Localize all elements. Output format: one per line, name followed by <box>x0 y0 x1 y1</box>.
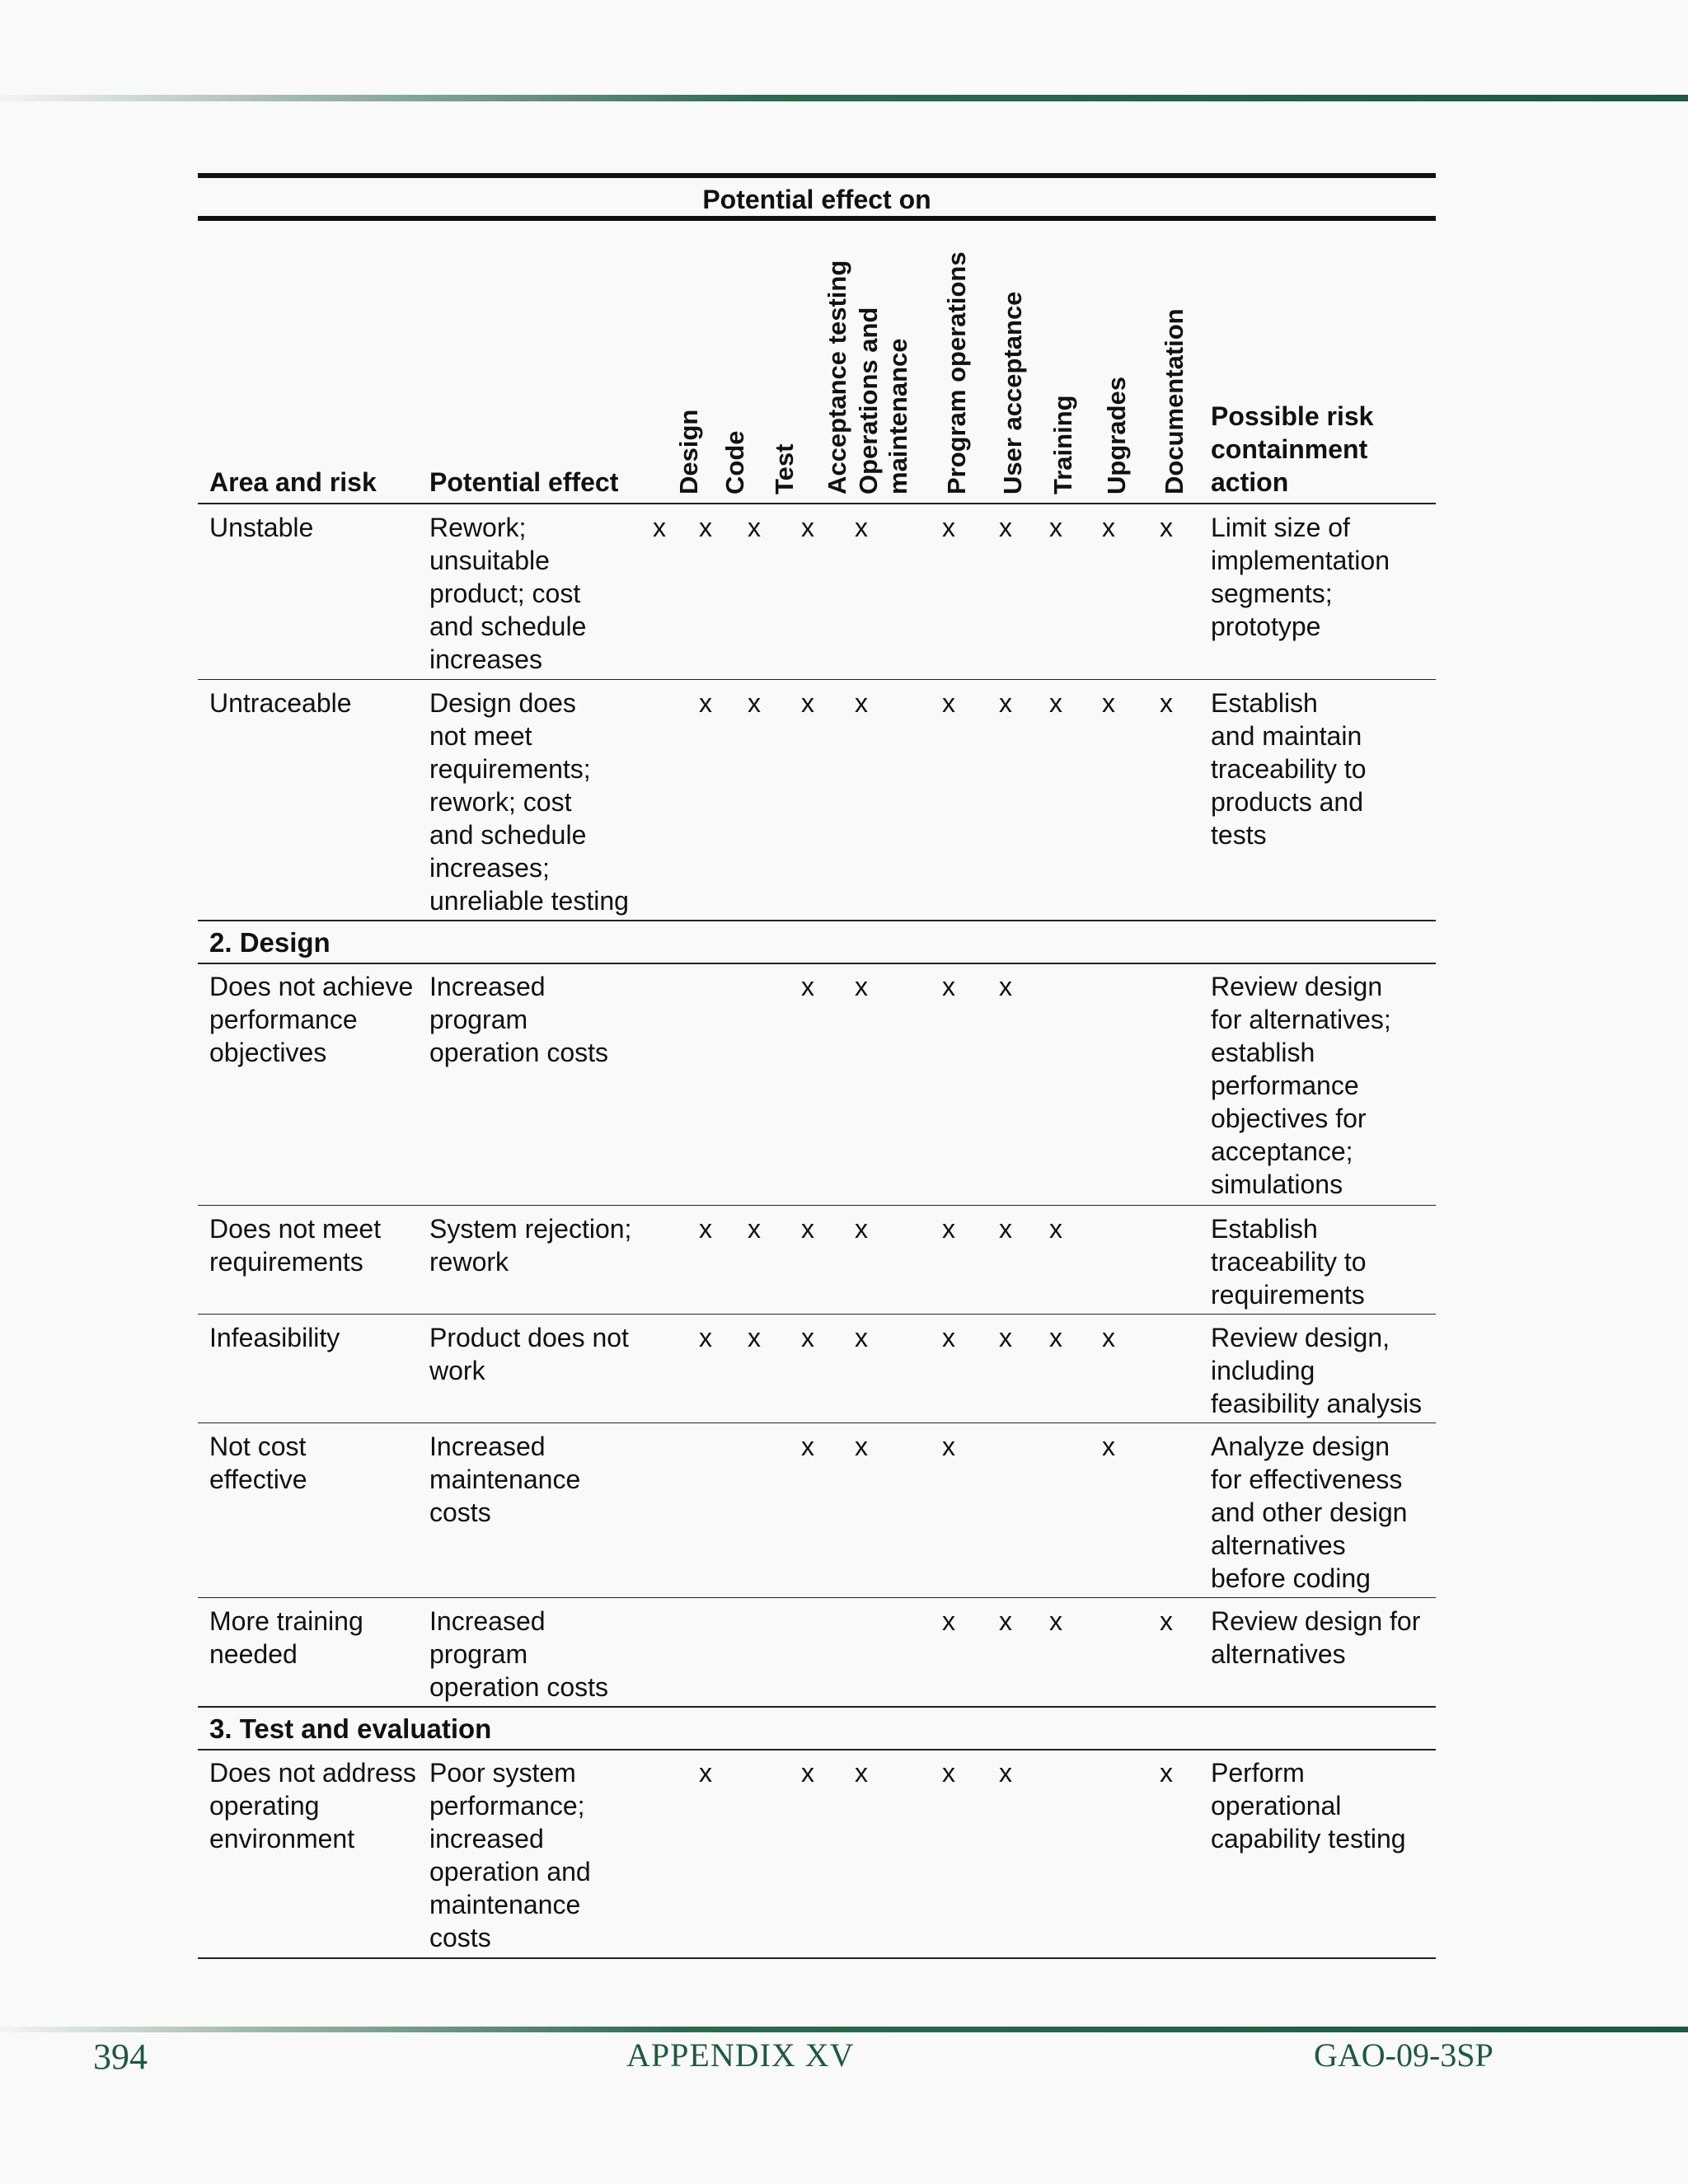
mark-user-acceptance: x <box>999 1323 1012 1352</box>
mark-code: x <box>699 1323 712 1352</box>
section-heading: 2. Design <box>209 927 331 958</box>
mark-test: x <box>748 1323 761 1352</box>
row-action: Perform operational capability testing <box>1211 1758 1406 1854</box>
footer-report-id: GAO-09-3SP <box>1314 2036 1493 2074</box>
col-header-code: Code <box>720 430 749 494</box>
mark-documentation: x <box>1160 688 1173 718</box>
mark-code: x <box>699 513 712 542</box>
table-bottom-rule <box>198 1957 1436 1959</box>
mark-code: x <box>699 1214 712 1244</box>
mark-user-acceptance: x <box>999 1758 1012 1788</box>
col-header-user-acceptance: User acceptance <box>998 291 1027 494</box>
row-area: Not cost effective <box>209 1432 307 1494</box>
mark-acceptance-testing: x <box>801 972 814 1001</box>
row-area: More training needed <box>209 1606 363 1669</box>
mark-upgrades: x <box>1102 513 1115 542</box>
mark-operations-maintenance: x <box>855 1323 868 1352</box>
row-effect: Increased program operation costs <box>429 1606 609 1702</box>
mark-acceptance-testing: x <box>801 1214 814 1244</box>
row-effect: Increased program operation costs <box>429 972 609 1067</box>
col-header-action: Possible risk containment action <box>1211 401 1374 497</box>
mark-test: x <box>748 513 761 542</box>
mark-training: x <box>1049 688 1062 718</box>
row-action: Review design, including feasibility analysis <box>1211 1323 1423 1418</box>
section-rule <box>198 963 1436 964</box>
mark-operations-maintenance: x <box>855 1214 868 1244</box>
mark-acceptance-testing: x <box>801 1758 814 1788</box>
footer-section: APPENDIX XV <box>626 2036 855 2074</box>
row-area: Untraceable <box>209 688 352 718</box>
col-header-operations-maintenance: Operations and maintenance <box>854 307 912 494</box>
col-header-test: Test <box>770 443 799 494</box>
row-divider <box>198 679 1436 680</box>
col-header-training: Training <box>1048 395 1077 494</box>
row-effect: Rework; unsuitable product; cost and schedule increases <box>429 513 587 674</box>
row-effect: Design does not meet requirements; rework; cost and schedule increases; unreliable testing <box>429 688 629 916</box>
col-header-area: Area and risk <box>209 467 377 497</box>
mark-training: x <box>1049 1214 1062 1244</box>
mark-user-acceptance: x <box>999 972 1012 1001</box>
section-heading: 3. Test and evaluation <box>209 1713 492 1744</box>
col-header-documentation: Documentation <box>1160 308 1189 494</box>
mark-upgrades: x <box>1102 1432 1115 1461</box>
section-rule <box>198 920 1436 921</box>
row-area: Unstable <box>209 513 314 542</box>
super-header: Potential effect on <box>702 185 931 214</box>
bottom-divider <box>0 2027 1688 2032</box>
mark-acceptance-testing: x <box>801 513 814 542</box>
mark-program-operations: x <box>942 1432 955 1461</box>
mark-upgrades: x <box>1102 1323 1115 1352</box>
row-divider <box>198 1314 1436 1315</box>
row-area: Does not meet requirements <box>209 1214 382 1277</box>
mark-code: x <box>699 688 712 718</box>
mark-acceptance-testing: x <box>801 1432 814 1461</box>
col-header-upgrades: Upgrades <box>1102 377 1131 494</box>
mark-program-operations: x <box>942 1606 955 1636</box>
mark-program-operations: x <box>942 688 955 718</box>
mark-training: x <box>1049 513 1062 542</box>
col-header-acceptance-testing: Acceptance testing <box>823 260 851 494</box>
row-action: Establish traceability to requirements <box>1211 1214 1367 1310</box>
row-action: Review design for alternatives; establish performance objectives for acceptance; simulations <box>1211 972 1391 1199</box>
mark-user-acceptance: x <box>999 1606 1012 1636</box>
row-divider <box>198 1422 1436 1423</box>
mark-test: x <box>748 1214 761 1244</box>
mark-user-acceptance: x <box>999 688 1012 718</box>
page-number: 394 <box>93 2036 148 2077</box>
row-area: Does not address operating environment <box>209 1758 416 1854</box>
mark-code: x <box>699 1758 712 1788</box>
row-divider <box>198 1597 1436 1598</box>
mark-operations-maintenance: x <box>855 1758 868 1788</box>
mark-program-operations: x <box>942 1214 955 1244</box>
top-divider <box>0 95 1688 101</box>
row-action: Review design for alternatives <box>1211 1606 1421 1669</box>
mark-operations-maintenance: x <box>855 1432 868 1461</box>
mark-user-acceptance: x <box>999 513 1012 542</box>
mark-documentation: x <box>1160 513 1173 542</box>
mark-acceptance-testing: x <box>801 688 814 718</box>
row-action: Analyze design for effectiveness and other design alternatives before coding <box>1211 1432 1408 1593</box>
mark-documentation: x <box>1160 1758 1173 1788</box>
row-divider <box>198 1205 1436 1206</box>
mark-upgrades: x <box>1102 688 1115 718</box>
row-action: Establish and maintain traceability to products and tests <box>1211 688 1367 850</box>
header-rule <box>198 503 1436 504</box>
mark-training: x <box>1049 1606 1062 1636</box>
section-rule <box>198 1749 1436 1750</box>
mark-documentation: x <box>1160 1606 1173 1636</box>
mark-operations-maintenance: x <box>855 688 868 718</box>
mark-operations-maintenance: x <box>855 972 868 1001</box>
col-header-program-operations: Program operations <box>942 251 971 494</box>
mark-program-operations: x <box>942 513 955 542</box>
mark-design: x <box>653 513 666 542</box>
mark-operations-maintenance: x <box>855 513 868 542</box>
mark-program-operations: x <box>942 1758 955 1788</box>
mark-acceptance-testing: x <box>801 1323 814 1352</box>
row-action: Limit size of implementation segments; prototype <box>1211 513 1390 641</box>
row-area: Does not achieve performance objectives <box>209 972 414 1067</box>
section-rule <box>198 1706 1436 1708</box>
col-header-effect: Potential effect <box>429 467 619 497</box>
col-header-design: Design <box>674 409 703 494</box>
row-effect: Product does not work <box>429 1323 629 1385</box>
mark-program-operations: x <box>942 972 955 1001</box>
row-effect: Poor system performance; increased operation and maintenance costs <box>429 1758 591 1952</box>
row-effect: Increased maintenance costs <box>429 1432 581 1527</box>
mark-training: x <box>1049 1323 1062 1352</box>
super-header-rule <box>198 216 1436 221</box>
mark-user-acceptance: x <box>999 1214 1012 1244</box>
row-effect: System rejection; rework <box>429 1214 632 1277</box>
mark-program-operations: x <box>942 1323 955 1352</box>
mark-test: x <box>748 688 761 718</box>
row-area: Infeasibility <box>209 1323 340 1352</box>
table-top-rule <box>198 173 1436 178</box>
